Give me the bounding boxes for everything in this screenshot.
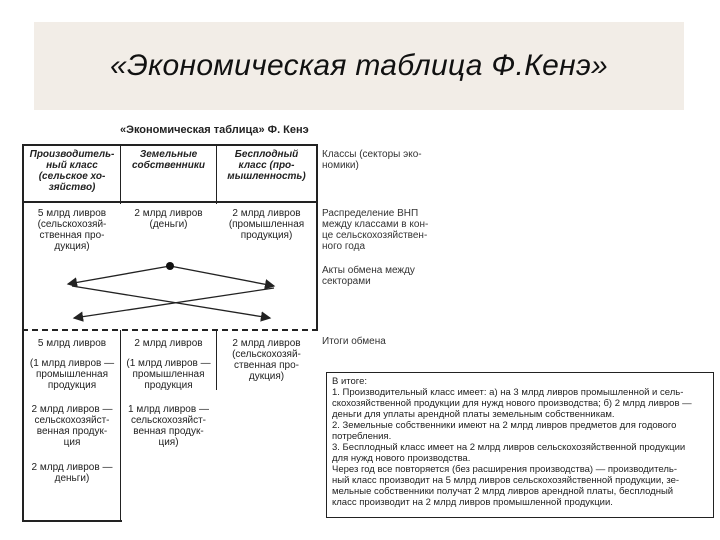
distribution-landowners: 2 млрд ливров (деньги) xyxy=(134,208,203,230)
exchange-arrow-landowners-to-productive xyxy=(68,266,170,284)
result-sterile-total: 2 млрд ливров (сельскохозяй- ственная про- дукция) xyxy=(232,338,301,382)
result-landowners-industrial: (1 млрд ливров — промышленная продукция xyxy=(126,358,211,391)
summary-item-3: 3. Бесплодный класс имеет на 2 млрд ливров сельскохозяйственной продукции для нужд нового производства. xyxy=(332,442,686,464)
header-productive-class: Производитель- ный класс (сельское хо- зяйство) xyxy=(29,149,115,193)
side-label-exchange: Акты обмена между секторами xyxy=(322,265,415,287)
distribution-productive: 5 млрд ливров (сельскохозяй- ственная про- дукция) xyxy=(37,208,107,252)
result-productive-total: 5 млрд ливров xyxy=(37,338,107,349)
result-landowners-total: 2 млрд ливров xyxy=(134,338,203,349)
page-title: «Экономическая таблица Ф.Кенэ» xyxy=(109,49,609,82)
summary-conclusion: Через год все повторяется (без расширения производства) — производитель- ный класс производит на 5 млрд ливров сельскохозяйственной продукции, зе- мельные собственники получат 2 млрд ливров арендной платы, бесплодный класс производит на 2 млрд ливров промышленной продукции. xyxy=(332,464,680,508)
header-sterile-class: Бесплодный класс (про- мышленность) xyxy=(227,149,306,182)
result-productive-industrial: (1 млрд ливров — промышленная продукция xyxy=(29,358,115,391)
result-productive-money: 2 млрд ливров — деньги) xyxy=(31,462,113,484)
exchange-origin-dot xyxy=(166,262,174,270)
side-label-distribution: Распределение ВНП между классами в кон- це сельскохозяйствен- ного года xyxy=(322,208,429,252)
side-label-results: Итоги обмена xyxy=(322,336,386,347)
result-productive-agricultural: 2 млрд ливров — сельскохозяйст- венная продук- ция xyxy=(31,404,113,448)
summary-item-2: 2. Земельные собственники имеют на 2 млрд ливров предметов для годового потребления. xyxy=(332,420,677,442)
distribution-sterile: 2 млрд ливров (промышленная продукция) xyxy=(228,208,305,241)
figure-title: «Экономическая таблица» Ф. Кенэ xyxy=(120,124,309,136)
summary-item-1: 1. Производительный класс имеет: а) на 3 млрд ливров промышленной и сель- скохозяйственной продукции для нужд нового производства; б) 2 млрд ливров — деньги для уплаты арендной платы земельным собственникам. xyxy=(332,387,692,420)
summary-box xyxy=(326,372,714,518)
header-landowners: Земельные собственники xyxy=(131,149,206,171)
summary-heading: В итоге: xyxy=(332,376,367,387)
side-label-classes: Классы (секторы эко- номики) xyxy=(322,149,422,171)
exchange-arrow-landowners-to-sterile xyxy=(170,266,274,286)
result-landowners-agricultural: 1 млрд ливров — сельскохозяйст- венная продук- ция) xyxy=(128,404,209,448)
